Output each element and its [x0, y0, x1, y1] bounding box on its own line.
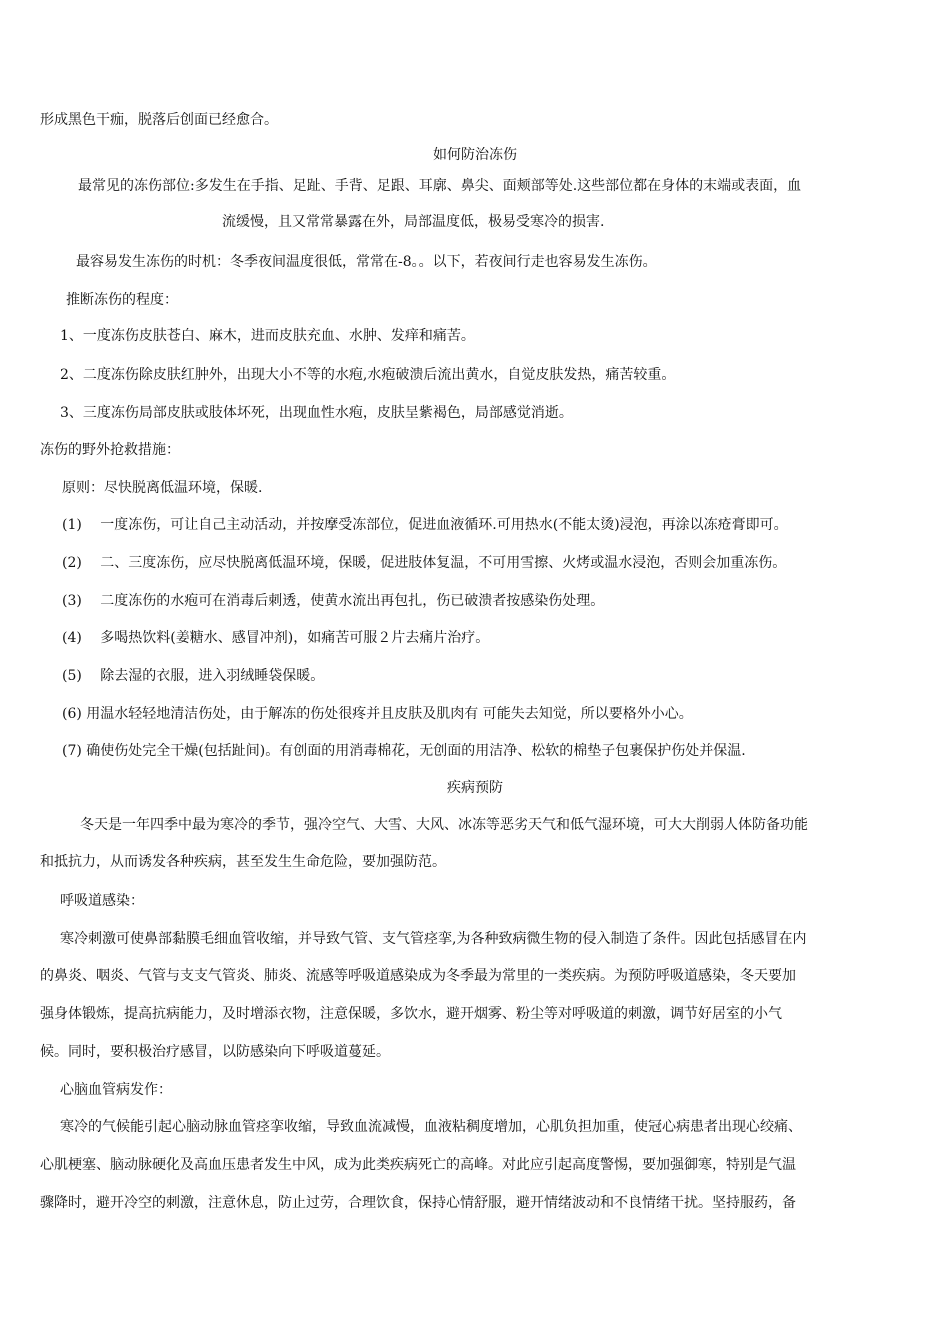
paragraph-line: 形成黑色干痂，脱落后创面已经愈合。 [40, 112, 278, 128]
paragraph-line: 寒冷的气候能引起心脑动脉血管痉挛收缩，导致血流减慢，血液粘稠度增加，心肌负担加重，使冠心病患者出现心绞痛、 [60, 1119, 802, 1135]
paragraph-line: 和抵抗力，从而诱发各种疾病，甚至发生生命危险，要加强防范。 [40, 854, 446, 870]
list-item: (3) 二度冻伤的水疱可在消毒后刺透，使黄水流出再包扎，伤已破溃者按感染伤处理。 [62, 593, 605, 609]
paragraph-line: 最常见的冻伤部位:多发生在手指、足趾、手背、足跟、耳廓、鼻尖、面颊部等处.这些部位都在身体的末端或表面，血 [78, 178, 802, 194]
paragraph-line: 流缓慢，且又常常暴露在外，局部温度低，极易受寒冷的损害. [222, 214, 605, 230]
section-heading-frostbite: 如何防治冻伤 [433, 147, 517, 163]
list-item: 1、一度冻伤皮肤苍白、麻木，进而皮肤充血、水肿、发痒和痛苦。 [60, 328, 475, 344]
paragraph-line: 心肌梗塞、脑动脉硬化及高血压患者发生中风，成为此类疾病死亡的高峰。对此应引起高度警惕，要加强御寒，特别是气温 [40, 1157, 796, 1173]
subheading-severity: 推断冻伤的程度： [66, 292, 178, 308]
list-item: 2、二度冻伤除皮肤红肿外，出现大小不等的水疱,水疱破溃后流出黄水，自觉皮肤发热，痛苦较重。 [60, 367, 676, 383]
paragraph-line: 骤降时，避开冷空的刺激，注意休息，防止过劳，合理饮食，保持心情舒服，避开情绪波动和不良情绪干扰。坚持服药，备 [40, 1195, 796, 1211]
paragraph-line: 原则：尽快脱离低温环境，保暖. [62, 480, 263, 496]
paragraph-line: 强身体锻炼，提高抗病能力，及时增添衣物，注意保暖，多饮水，避开烟雾、粉尘等对呼吸道的刺激，调节好居室的小气 [40, 1006, 782, 1022]
list-item: (6) 用温水轻轻地清洁伤处，由于解冻的伤处很疼并且皮肤及肌肉有 可能失去知觉，所以要格外小心。 [62, 706, 693, 722]
paragraph-line: 最容易发生冻伤的时机：冬季夜间温度很低，常常在-8。。以下，若夜间行走也容易发生冻伤。 [76, 254, 657, 270]
paragraph-line: 的鼻炎、咽炎、气管与支支气管炎、肺炎、流感等呼吸道感染成为冬季最为常里的一类疾病。为预防呼吸道感染，冬天要加 [40, 968, 796, 984]
list-item: (2) 二、三度冻伤，应尽快脱离低温环境，保暖，促进肢体复温，不可用雪擦、火烤或温水浸泡，否则会加重冻伤。 [62, 555, 787, 571]
paragraph-line: 冬天是一年四季中最为寒冷的季节，强冷空气、大雪、大风、冰冻等恶劣天气和低气湿环境，可大大削弱人体防备功能 [80, 817, 808, 833]
paragraph-line: 候。同时，要积极治疗感冒，以防感染向下呼吸道蔓延。 [40, 1044, 390, 1060]
list-item: (1) 一度冻伤，可让自己主动活动，并按摩受冻部位，促进血液循环.可用热水(不能太烫)浸泡，再涂以冻疮膏即可。 [62, 517, 788, 533]
list-item: 3、三度冻伤局部皮肤或肢体坏死，出现血性水疱，皮肤呈紫褐色，局部感觉消逝。 [60, 405, 573, 421]
list-item: (5) 除去湿的衣服，进入羽绒睡袋保暖。 [62, 668, 325, 684]
subheading-first-aid: 冻伤的野外抢救措施： [40, 442, 180, 458]
list-item: (4) 多喝热饮料(姜糖水、感冒冲剂)，如痛苦可服２片去痛片治疗。 [62, 630, 490, 646]
subheading-respiratory: 呼吸道感染： [60, 893, 144, 909]
paragraph-line: 寒冷刺激可使鼻部黏膜毛细血管收缩，并导致气管、支气管痉挛,为各种致病微生物的侵入制造了条件。因此包括感冒在内 [60, 931, 807, 947]
subheading-cardiovascular: 心脑血管病发作： [60, 1082, 172, 1098]
list-item: (7) 确使伤处完全干燥(包括趾间)。有创面的用消毒棉花，无创面的用洁净、松软的棉垫子包裹保护伤处并保温. [62, 743, 746, 759]
section-heading-disease-prevention: 疾病预防 [447, 780, 503, 796]
